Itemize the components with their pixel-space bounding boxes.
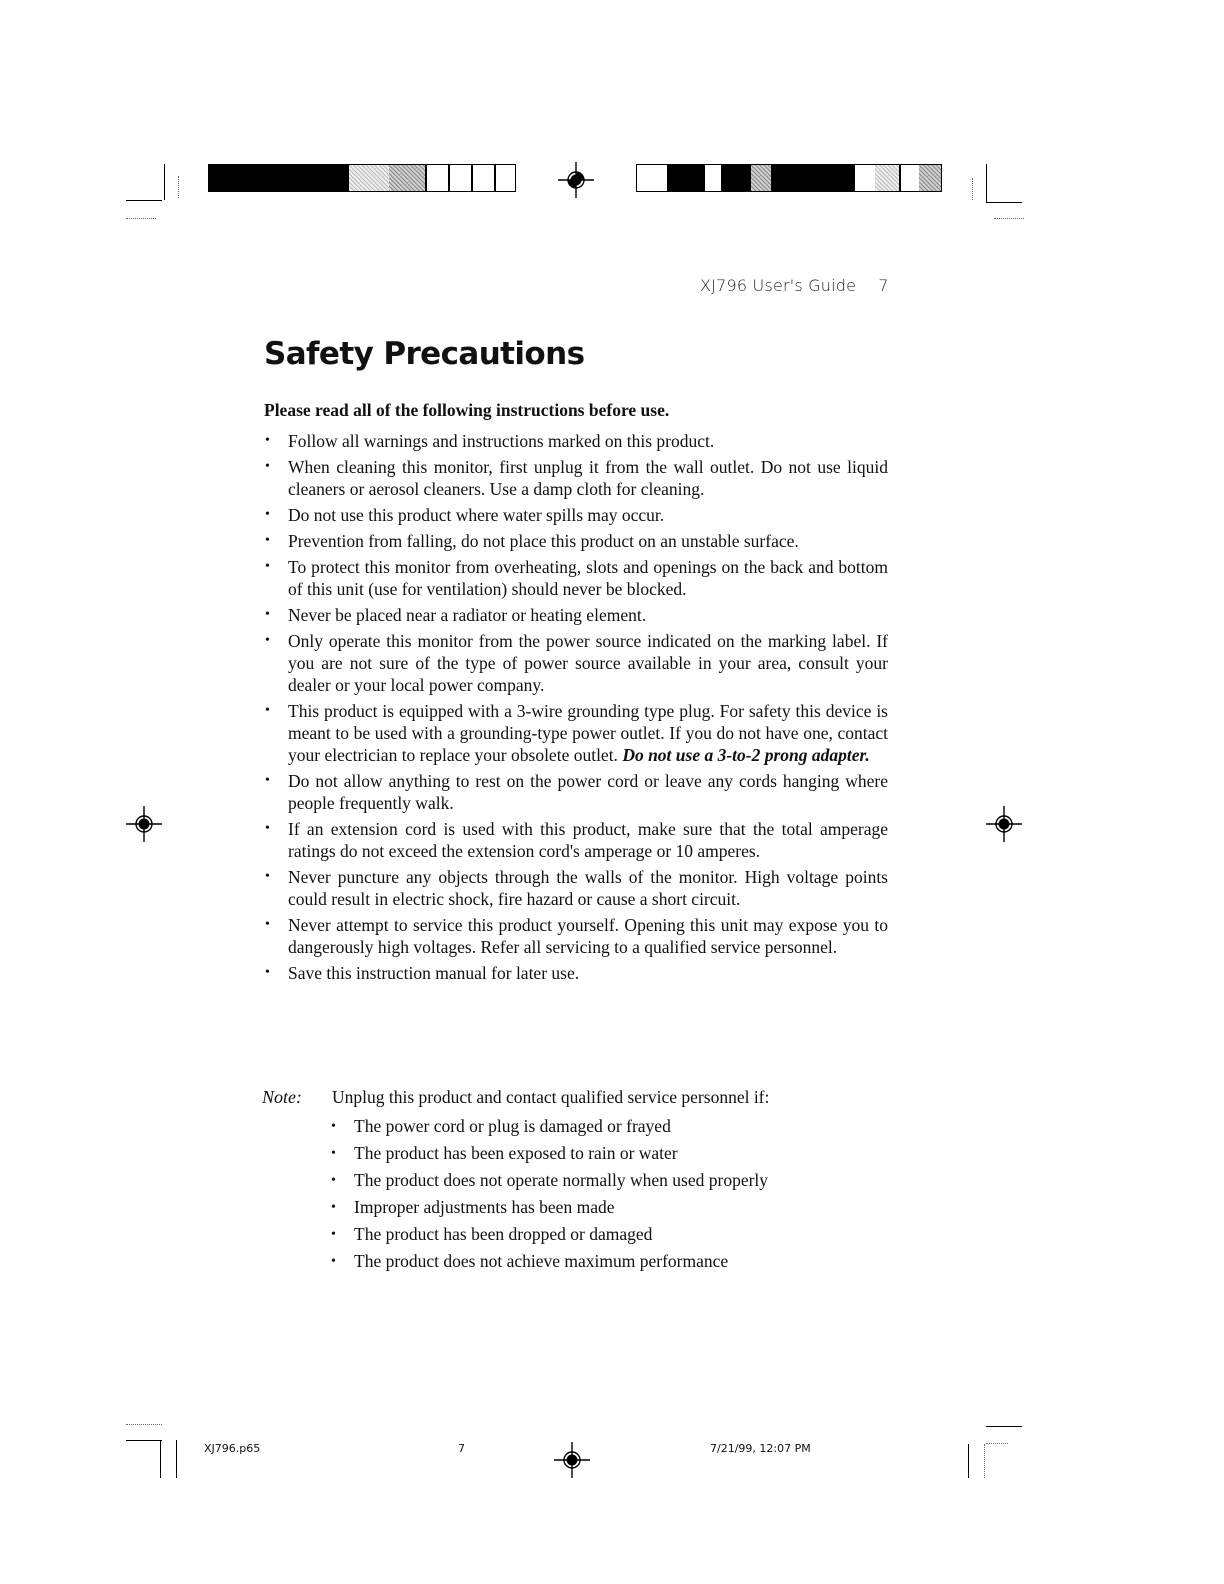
note-intro: Unplug this product and contact qualified service personnel if: [332,1087,770,1107]
precautions-list [264,430,888,988]
footer-filename: XJ796.p65 [204,1442,261,1455]
list-item: • Save this instruction manual for later use. [264,962,888,984]
list-item: • Only operate this monitor from the power source indicated on the marking label. If you are not sure of the type of power source available in your area, consult your dealer or your local power company. [264,630,888,696]
note-list [330,1113,890,1275]
crop-mark-bottom-left-v [160,1440,161,1478]
list-item: • If an extension cord is used with this product, make sure that the total amperage ratings do not exceed the extension cord's amperage or 10 amperes. [264,818,888,862]
page-subtitle: Please read all of the following instructions before use. [264,400,670,420]
list-item: • The product has been dropped or damaged [330,1221,890,1248]
registration-mark-icon [554,1442,590,1478]
list-item: • The product has been exposed to rain or water [330,1140,890,1167]
list-item: • Never puncture any objects through the walls of the monitor. High voltage points could result in electric shock, fire hazard or cause a short circuit. [264,866,888,910]
registration-mark-icon [126,806,162,842]
crop-mark-bottom-right-dotted-h [986,1443,1008,1444]
crop-mark-bottom-left-v2 [176,1440,177,1478]
list-item: • The product does not achieve maximum performance [330,1248,890,1275]
footer-timestamp: 7/21/99, 12:07 PM [710,1442,811,1455]
list-item: • This product is equipped with a 3-wire grounding type plug. For safety this device is meant to be used with a grounding-type power outlet. If you do not have one, contact your electrician to replace your obsolete outlet. Do not use a 3-to-2 prong adapter. [264,700,888,766]
color-bar-right [636,164,942,192]
crop-mark-top-left-h [126,200,162,201]
list-item: • Follow all warnings and instructions marked on this product. [264,430,888,452]
crop-mark-top-left-v [164,164,165,200]
crop-mark-bottom-right-h [986,1426,1022,1427]
crop-mark-bottom-left-dotted-h [126,1424,162,1425]
list-item: • Do not use this product where water spills may occur. [264,504,888,526]
registration-mark-icon [558,162,594,198]
crop-mark-bottom-right-dotted [984,1444,985,1478]
list-item: • Improper adjustments has been made [330,1194,890,1221]
header-page-number: 7 [878,276,889,295]
list-item: • The power cord or plug is damaged or frayed [330,1113,890,1140]
crop-mark-top-right-h [986,202,1022,203]
guide-title: XJ796 User's Guide [700,276,857,295]
crop-mark-top-right-dotted-h [994,218,1024,219]
crop-mark-bottom-right-v [968,1444,969,1478]
crop-mark-bottom-left-h [126,1440,162,1441]
list-item: • The product does not operate normally when used properly [330,1167,890,1194]
list-item: • Never be placed near a radiator or heating element. [264,604,888,626]
crop-mark-top-left-dotted-h [126,218,156,219]
grounding-warning: Do not use a 3-to-2 prong adapter. [622,745,870,765]
registration-mark-icon [986,806,1022,842]
list-item: • Never attempt to service this product yourself. Opening this unit may expose you to dangerously high voltages. Refer all servicing to a qualified service personnel. [264,914,888,958]
list-item: • When cleaning this monitor, first unplug it from the wall outlet. Do not use liquid cleaners or aerosol cleaners. Use a damp cloth for cleaning. [264,456,888,500]
list-item: • Do not allow anything to rest on the power cord or leave any cords hanging where people frequently walk. [264,770,888,814]
list-item: • To protect this monitor from overheating, slots and openings on the back and bottom of this unit (use for ventilation) should never be blocked. [264,556,888,600]
crop-mark-top-left-dotted [178,176,179,198]
list-item: • Prevention from falling, do not place this product on an unstable surface. [264,530,888,552]
footer-page: 7 [458,1442,465,1455]
crop-mark-top-right-v [986,164,987,202]
page-title: Safety Precautions [264,336,585,372]
note-label: Note: [262,1087,302,1107]
color-bar-left [208,164,516,192]
running-header [700,276,889,295]
crop-mark-top-right-dotted [972,178,973,200]
